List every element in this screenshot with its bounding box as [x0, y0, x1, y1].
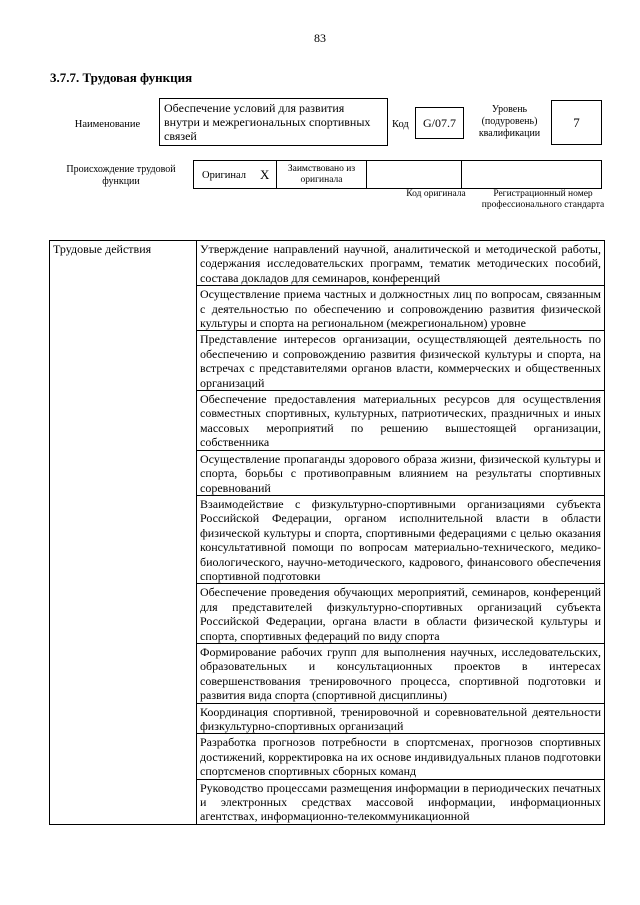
- origin-label: Происхождение трудовой функции: [66, 164, 176, 187]
- code-value: G/07.7: [415, 107, 464, 139]
- action-item: Представление интересов организации, осуществляющей деятельность по обеспечению и сопровождению развития физической культуры и спорта, на встречах с представителями органов власти, коммерческих и общественных организаций: [197, 331, 605, 391]
- action-item: Формирование рабочих групп для выполнения научных, исследовательских, образовательных и консультационных проектов в интересах совершенствования тренировочного процесса, спортивной подготовки и развития вида спорта (спортивной дисциплины): [197, 643, 605, 703]
- borrowed-label: Заимствовано из оригинала: [277, 161, 367, 188]
- action-item: Руководство процессами размещения информации в периодических печатных и электронных средствах массовой информации, информационных агентствах, информационно-телекоммуникационной: [197, 779, 605, 824]
- action-item: Утверждение направлений научной, аналитической и методической работы, содержания исследовательских программ, тематик методических пособий, состава докладов для семинаров, конференций: [197, 241, 605, 286]
- origin-original-cell: [194, 161, 277, 188]
- page-number: 83: [314, 31, 326, 45]
- code-original-cell: [367, 161, 462, 188]
- name-value: Обеспечение условий для развития внутри и межрегиональных спортивных связей: [159, 98, 388, 146]
- code-label: Код: [392, 119, 409, 130]
- action-item: Разработка прогнозов потребности в спортсменах, прогнозов спортивных достижений, корректировка на их основе индивидуальных планов подготовки спортсменов спортивных сборных команд: [197, 734, 605, 779]
- original-mark: X: [260, 167, 270, 182]
- reg-number-caption: Регистрационный номер профессионального стандарта: [481, 189, 605, 210]
- code-original-caption: Код оригинала: [406, 189, 466, 199]
- actions-label: Трудовые действия: [50, 241, 197, 825]
- action-item: Осуществление пропаганды здорового образа жизни, физической культуры и спорта, борьбы с противоправным влиянием на результаты спортивных соревнований: [197, 450, 605, 495]
- name-label: Наименование: [74, 119, 141, 130]
- table-row: [50, 241, 605, 286]
- original-label: Оригинал: [202, 170, 246, 181]
- section-title: 3.7.7. Трудовая функция: [50, 70, 193, 85]
- actions-table: [49, 240, 605, 825]
- reg-number-cell: [462, 161, 601, 188]
- level-value: 7: [551, 100, 602, 145]
- level-label: Уровень (подуровень) квалификации: [478, 104, 541, 139]
- origin-row: [193, 160, 602, 189]
- action-item: Обеспечение предоставления материальных ресурсов для осуществления совместных спортивных, культурных, патриотических, праздничных и иных массовых мероприятий по решению вышестоящей организации, собственника: [197, 391, 605, 451]
- action-item: Взаимодействие с физкультурно-спортивными организациями субъекта Российской Федерации, органом исполнительной власти в области физической культуры и спорта, спортивными федерациями с целью оказания консультативной помощи по вопросам материально-технического, медико-биологического, научно-методического, кадрового, финансового обеспечения спортивной подготовки: [197, 495, 605, 583]
- action-item: Координация спортивной, тренировочной и соревновательной деятельности физкультурно-спортивных организаций: [197, 703, 605, 734]
- action-item: Обеспечение проведения обучающих мероприятий, семинаров, конференций для представителей физкультурно-спортивных организаций субъекта Российской Федерации, органа власти в области физической культуры и спорта, спортивных федераций по виду спорта: [197, 584, 605, 644]
- action-item: Осуществление приема частных и должностных лиц по вопросам, связанным с деятельностью по обеспечению и сопровождению развития физической культуры и спорта на региональном (межрегиональном) уровне: [197, 286, 605, 331]
